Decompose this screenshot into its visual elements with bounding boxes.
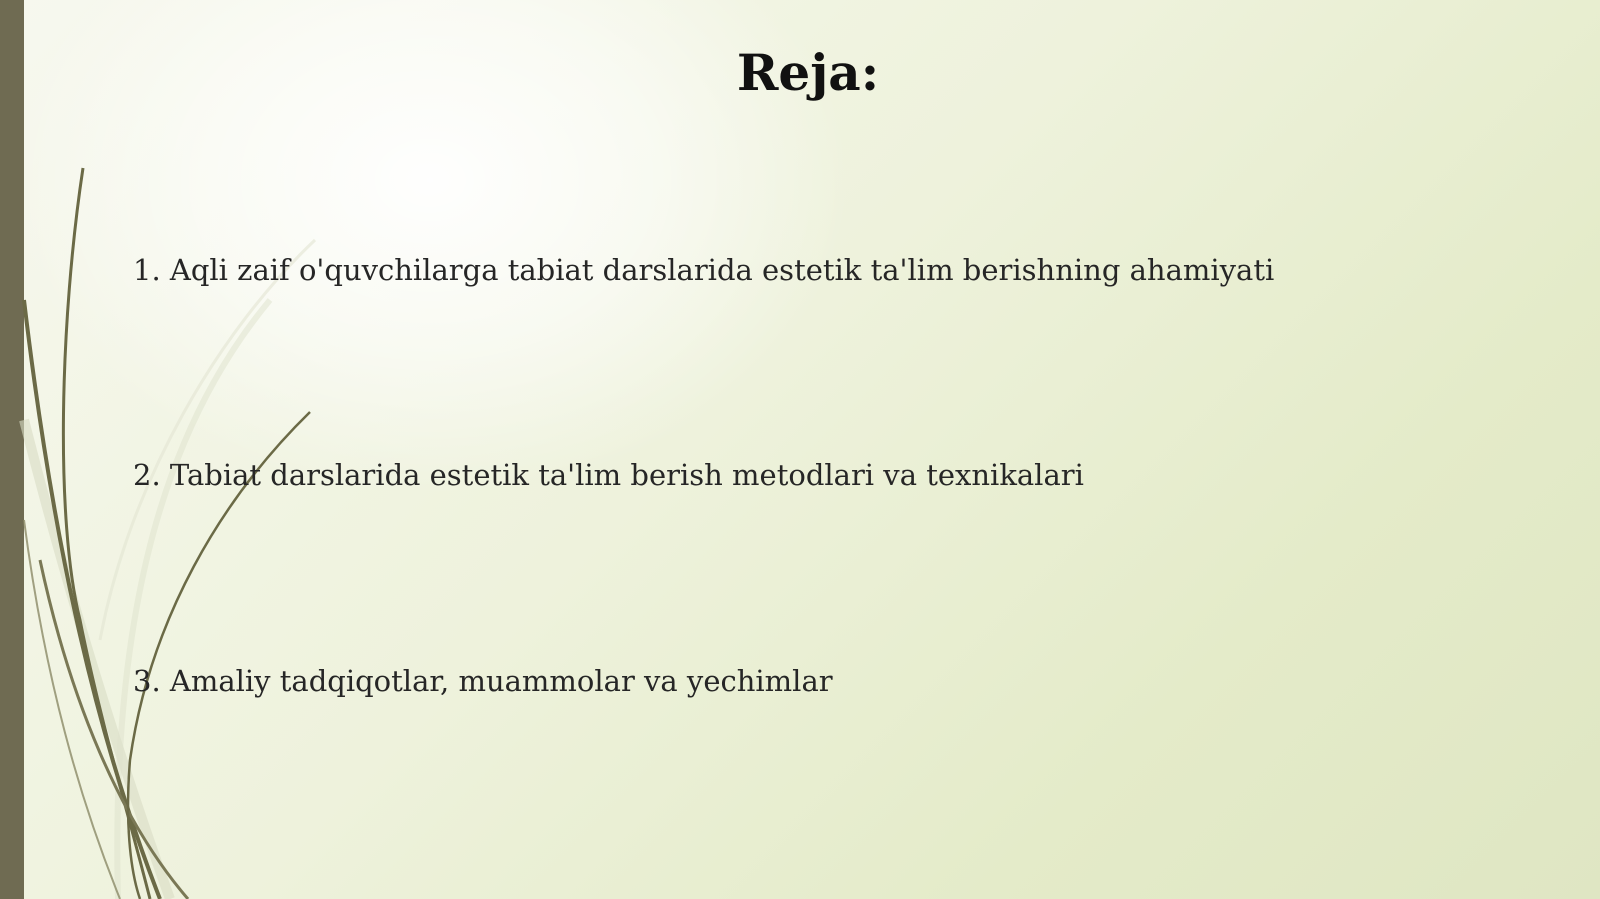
slide-title: Reja: [736,43,880,102]
grass-decoration-icon [0,0,340,899]
agenda-item-2: 2. Tabiat darslarida estetik ta'lim berish metodlari va texnikalari [133,458,1084,492]
agenda-item-3: 3. Amaliy tadqiqotlar, muammolar va yechimlar [133,664,833,698]
agenda-item-1: 1. Aqli zaif o'quvchilarga tabiat darslarida estetik ta'lim berishning ahamiyati [133,253,1275,287]
